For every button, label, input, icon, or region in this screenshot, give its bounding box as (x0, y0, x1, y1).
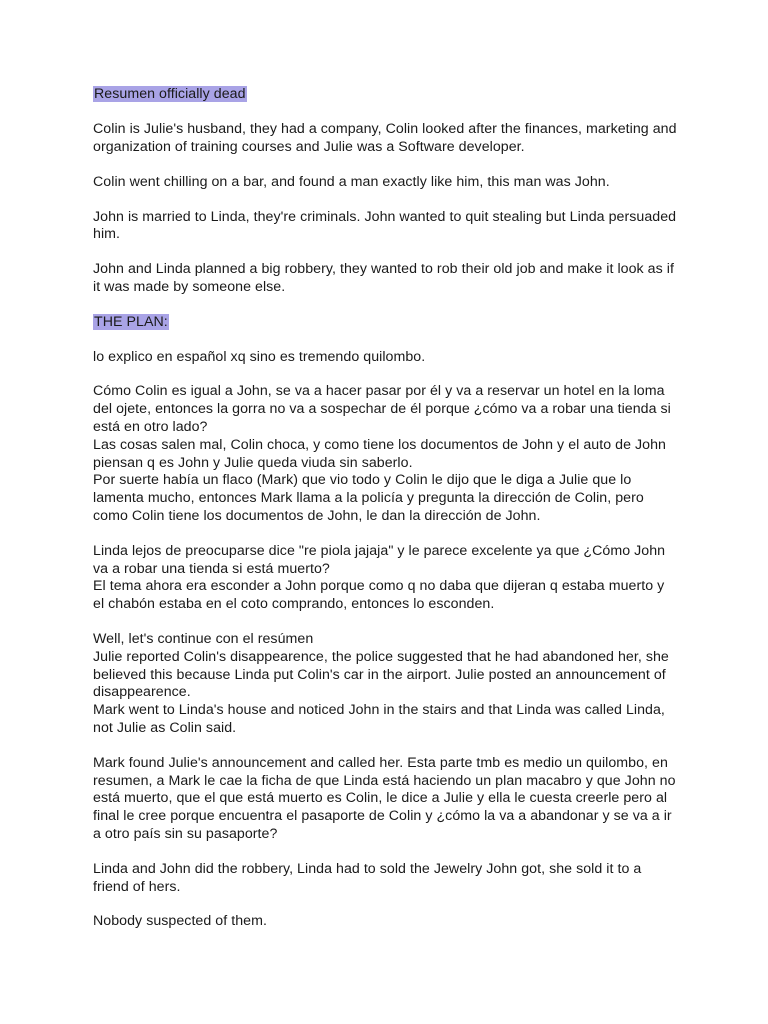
paragraph-linda-reaction (93, 543, 696, 614)
text-line: El tema ahora era esconder a John porque como q no daba que dijeran q estaba muerto y (93, 578, 665, 595)
text-line: está muerto, que el que está muerto es Colin, le dice a Julie y ella le cuesta creerle pero al (93, 790, 668, 807)
paragraph-continue-summary (93, 631, 696, 738)
text-line: Por suerte había un flaco (Mark) que vio todo y Colin le dijo que le diga a Julie que lo (93, 472, 632, 489)
text-line: him. (93, 226, 121, 243)
paragraph-john-linda (93, 209, 696, 245)
text-line: lamenta mucho, entonces Mark llama a la policía y pregunta la dirección de Colin, pero (93, 490, 644, 507)
plan-heading (93, 314, 696, 332)
text-line: it was made by someone else. (93, 279, 286, 296)
paragraph-ending (93, 913, 696, 931)
text-line: Colin is Julie's husband, they had a company, Colin looked after the finances, marketing and (93, 121, 677, 138)
paragraph-plan-details (93, 383, 696, 525)
text-line: lo explico en español xq sino es tremendo quilombo. (93, 348, 426, 365)
text-line: Nobody suspected of them. (93, 913, 267, 930)
text-line: Mark went to Linda's house and noticed John in the stairs and that Linda was called Linda, (93, 702, 665, 719)
text-line: está en otro lado? (93, 419, 208, 436)
text-line: del ojete, entonces la gorra no va a sospechar de él porque ¿cómo va a robar una tienda si (93, 401, 671, 418)
text-line: final le cree porque encuentra el pasaporte de Colin y ¿cómo la va a abandonar y se va a ir (93, 808, 672, 825)
text-line: John is married to Linda, they're criminals. John wanted to quit stealing but Linda persuaded (93, 208, 677, 225)
text-line: organization of training courses and Julie was a Software developer. (93, 139, 525, 156)
plan-heading-highlight: THE PLAN: (94, 313, 168, 330)
title-highlight: Resumen officially dead (94, 86, 246, 102)
text-line: resumen, a Mark le cae la ficha de que Linda está haciendo un plan macabro y que John no (93, 772, 676, 789)
text-line: Well, let's continue con el resúmen (93, 631, 314, 648)
paragraph-robbery-done (93, 861, 696, 897)
text-line: piensan q es John y Julie queda viuda sin saberlo. (93, 454, 413, 471)
text-line: Las cosas salen mal, Colin choca, y como tiene los documentos de John y el auto de John (93, 436, 666, 453)
text-line: Cómo Colin es igual a John, se va a hacer pasar por él y va a reservar un hotel en la loma (93, 383, 665, 400)
paragraph-intro (93, 121, 696, 157)
paragraph-robbery-plan (93, 261, 696, 297)
paragraph-mark-found (93, 755, 696, 844)
text-line: Julie reported Colin's disappearence, the police suggested that he had abandoned her, she (93, 648, 669, 665)
text-line: Linda lejos de preocuparse dice "re piola jajaja" y le parece excelente ya que ¿Cómo John (93, 542, 666, 559)
paragraph-bar (93, 174, 696, 192)
text-line: como Colin tiene los documentos de John, le dan la dirección de John. (93, 508, 541, 525)
text-line: disappearence. (93, 684, 191, 701)
text-line: not Julie as Colin said. (93, 720, 237, 737)
text-line: friend of hers. (93, 878, 181, 895)
text-line: Linda and John did the robbery, Linda had to sold the Jewelry John got, she sold it to a (93, 860, 642, 877)
text-line: John and Linda planned a big robbery, they wanted to rob their old job and make it look as if (93, 261, 674, 278)
text-line: el chabón estaba en el coto comprando, entonces lo esconden. (93, 596, 495, 613)
text-line: believed this because Linda put Colin's car in the airport. Julie posted an announcement of (93, 666, 666, 683)
document-title (93, 86, 696, 104)
text-line: va a robar una tienda si está muerto? (93, 560, 330, 577)
paragraph-spanish-note (93, 349, 696, 367)
text-line: a otro país sin su pasaporte? (93, 826, 278, 842)
text-line: Colin went chilling on a bar, and found a man exactly like him, this man was John. (93, 173, 610, 190)
text-line: Mark found Julie's announcement and called her. Esta parte tmb es medio un quilombo, en (93, 754, 668, 771)
